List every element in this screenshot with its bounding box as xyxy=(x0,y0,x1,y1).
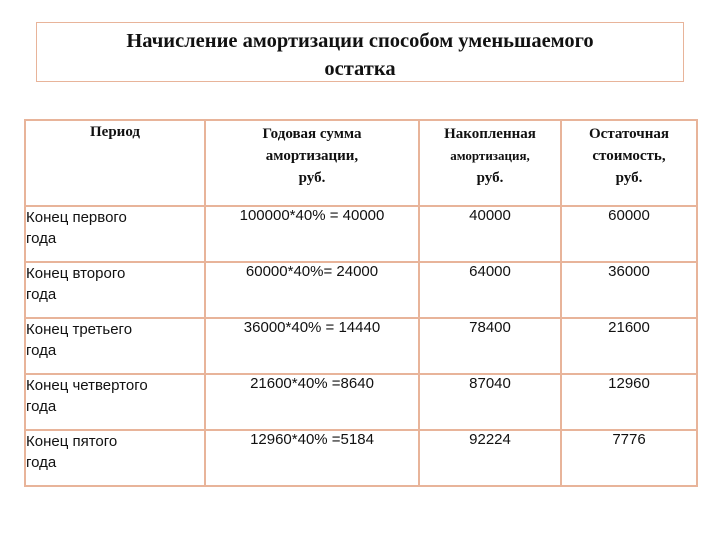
period-label-line-1: Конец пятого xyxy=(26,433,118,450)
header-accumulated-line-3: руб. xyxy=(476,170,504,186)
period-cell xyxy=(25,430,205,486)
period-label-line-1: Конец третьего xyxy=(26,321,133,338)
annual-amount-cell: 100000*40% = 40000 xyxy=(205,206,419,262)
residual-cell: 21600 xyxy=(561,318,697,374)
residual-cell: 36000 xyxy=(561,262,697,318)
table-header-row xyxy=(25,120,697,206)
header-residual-line-3: руб. xyxy=(615,170,643,186)
period-cell xyxy=(25,206,205,262)
period-label-line-2: года xyxy=(26,286,57,303)
period-label-line-2: года xyxy=(26,398,57,415)
period-label-line-2: года xyxy=(26,342,57,359)
period-label-line-2: года xyxy=(26,230,57,247)
period-label-line-1: Конец второго xyxy=(26,265,126,282)
header-annual-amount xyxy=(205,120,419,206)
page-title-line-1: Начисление амортизации способом уменьшаемого xyxy=(126,30,594,52)
table-row xyxy=(25,206,697,262)
header-residual-line-2: стоимость, xyxy=(592,148,666,164)
header-annual-line-1: Годовая сумма xyxy=(262,126,362,142)
header-annual-line-3: руб. xyxy=(298,170,326,186)
annual-amount-cell: 60000*40%= 24000 xyxy=(205,262,419,318)
residual-cell: 7776 xyxy=(561,430,697,486)
header-accumulated-line-1: Накопленная xyxy=(444,126,536,142)
header-period-label: Период xyxy=(90,124,140,140)
header-residual-line-1: Остаточная xyxy=(589,126,669,142)
header-period xyxy=(25,120,205,206)
accumulated-cell: 64000 xyxy=(419,262,561,318)
period-cell xyxy=(25,262,205,318)
accumulated-cell: 78400 xyxy=(419,318,561,374)
accumulated-cell: 40000 xyxy=(419,206,561,262)
annual-amount-cell: 36000*40% = 14440 xyxy=(205,318,419,374)
annual-amount-cell: 12960*40% =5184 xyxy=(205,430,419,486)
header-accumulated xyxy=(419,120,561,206)
header-residual xyxy=(561,120,697,206)
page-title-line-2: остатка xyxy=(324,58,396,80)
period-cell xyxy=(25,318,205,374)
period-label-line-1: Конец четвертого xyxy=(26,377,148,394)
period-label-line-2: года xyxy=(26,454,57,471)
annual-amount-cell: 21600*40% =8640 xyxy=(205,374,419,430)
table-row xyxy=(25,318,697,374)
residual-cell: 60000 xyxy=(561,206,697,262)
residual-cell: 12960 xyxy=(561,374,697,430)
amortization-table xyxy=(24,119,698,487)
header-accumulated-line-2: амортизация, xyxy=(450,148,530,163)
period-cell xyxy=(25,374,205,430)
table-row xyxy=(25,374,697,430)
header-annual-line-2: амортизации, xyxy=(265,148,359,164)
title-box xyxy=(36,22,684,82)
table-row xyxy=(25,262,697,318)
accumulated-cell: 92224 xyxy=(419,430,561,486)
table-row xyxy=(25,430,697,486)
period-label-line-1: Конец первого xyxy=(26,209,127,226)
accumulated-cell: 87040 xyxy=(419,374,561,430)
